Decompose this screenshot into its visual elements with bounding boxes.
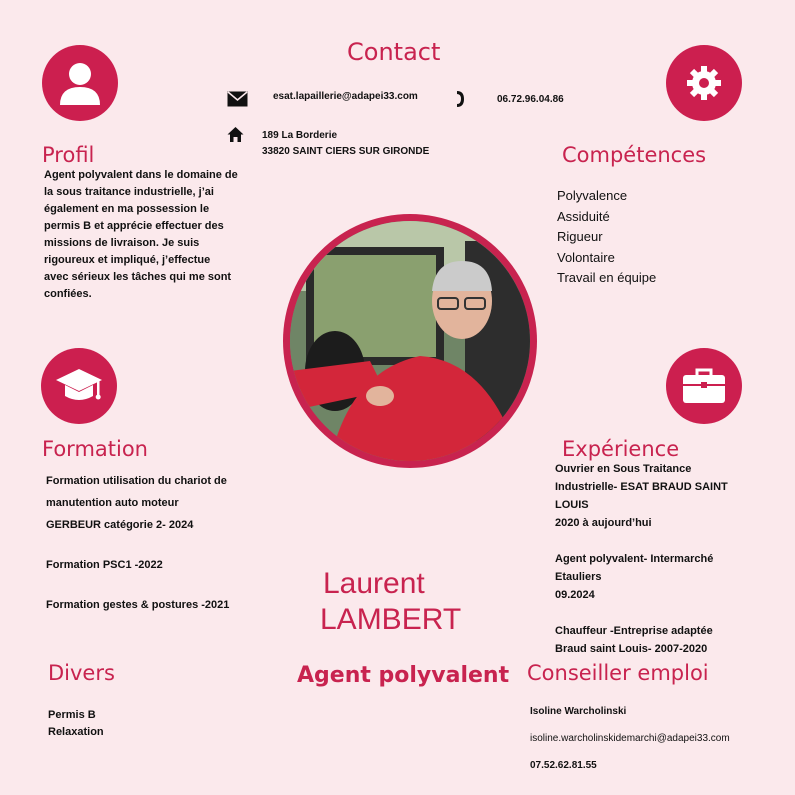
divers-title: Divers (48, 661, 115, 685)
competence-item: Rigueur (557, 229, 603, 244)
formation-item: Formation utilisation du chariot de (46, 475, 227, 487)
experience-line: 09.2024 (555, 589, 595, 601)
contact-email[interactable]: esat.lapaillerie@adapei33.com (273, 91, 418, 102)
conseiller-name: Isoline Warcholinski (530, 706, 627, 717)
experience-line: Braud saint Louis- 2007-2020 (555, 643, 708, 655)
experience-line: Etauliers (555, 571, 602, 583)
competences-title: Compétences (562, 143, 707, 167)
divers-item: Relaxation (48, 726, 104, 738)
experience-line: Ouvrier en Sous Traitance (555, 463, 692, 475)
gear-icon (666, 45, 742, 121)
competence-item: Polyvalence (557, 188, 628, 203)
experience-list (555, 460, 728, 658)
profil-line: avec sérieux les tâches qui me sont (44, 271, 232, 283)
home-icon (227, 126, 244, 148)
formation-item: Formation gestes & postures -2021 (46, 599, 230, 611)
competence-item: Volontaire (557, 249, 615, 265)
experience-line: LOUIS (555, 499, 589, 511)
competences-list (557, 186, 656, 289)
address-line-2: 33820 SAINT CIERS SUR GIRONDE (262, 146, 430, 157)
contact-address (262, 128, 429, 160)
conseiller-email[interactable]: isoline.warcholinskidemarchi@adapei33.com (530, 733, 730, 744)
envelope-icon (227, 91, 248, 112)
conseiller-title: Conseiller emploi (527, 661, 709, 685)
person-icon (42, 45, 118, 121)
divers-list (48, 707, 104, 741)
formation-item: manutention auto moteur (46, 497, 179, 509)
profil-line: permis B et apprécie effectuer des (44, 220, 224, 232)
formation-title: Formation (42, 437, 148, 461)
contact-phone[interactable]: 06.72.96.04.86 (497, 94, 564, 105)
formation-item: GERBEUR catégorie 2- 2024 (46, 519, 194, 531)
formation-list (46, 470, 229, 616)
competence-item: Travail en équipe (557, 270, 657, 285)
person-first-name: Laurent (323, 567, 425, 600)
profil-line: missions de livraison. Je suis (44, 237, 200, 249)
contact-title: Contact (347, 38, 441, 66)
graduation-cap-icon (41, 348, 117, 424)
address-line-1: 189 La Borderie (262, 130, 338, 141)
profil-line: confiées. (44, 288, 92, 300)
experience-line: Chauffeur -Entreprise adaptée (555, 625, 713, 637)
experience-line: Agent polyvalent- Intermarché (555, 553, 714, 565)
profil-line: Agent polyvalent dans le domaine de (44, 169, 238, 181)
experience-line: 2020 à aujourd’hui (555, 517, 652, 529)
profil-line: rigoureux et impliqué, j’effectue (44, 254, 211, 266)
phone-icon (455, 90, 465, 113)
profil-text (44, 167, 238, 303)
profil-line: la sous traitance industrielle, j’ai (44, 186, 214, 198)
profil-title: Profil (42, 143, 95, 167)
avatar (290, 221, 530, 461)
person-job-title: Agent polyvalent (297, 663, 510, 688)
formation-item: Formation PSC1 -2022 (46, 559, 163, 571)
profil-line: également en ma possession le (44, 203, 210, 215)
briefcase-icon (666, 348, 742, 424)
experience-line: Industrielle- ESAT BRAUD SAINT (555, 481, 728, 493)
experience-title: Expérience (562, 437, 680, 461)
competence-item: Assiduité (557, 208, 610, 224)
divers-item: Permis B (48, 709, 96, 721)
person-last-name: LAMBERT (320, 603, 462, 636)
conseiller-phone[interactable]: 07.52.62.81.55 (530, 760, 597, 771)
